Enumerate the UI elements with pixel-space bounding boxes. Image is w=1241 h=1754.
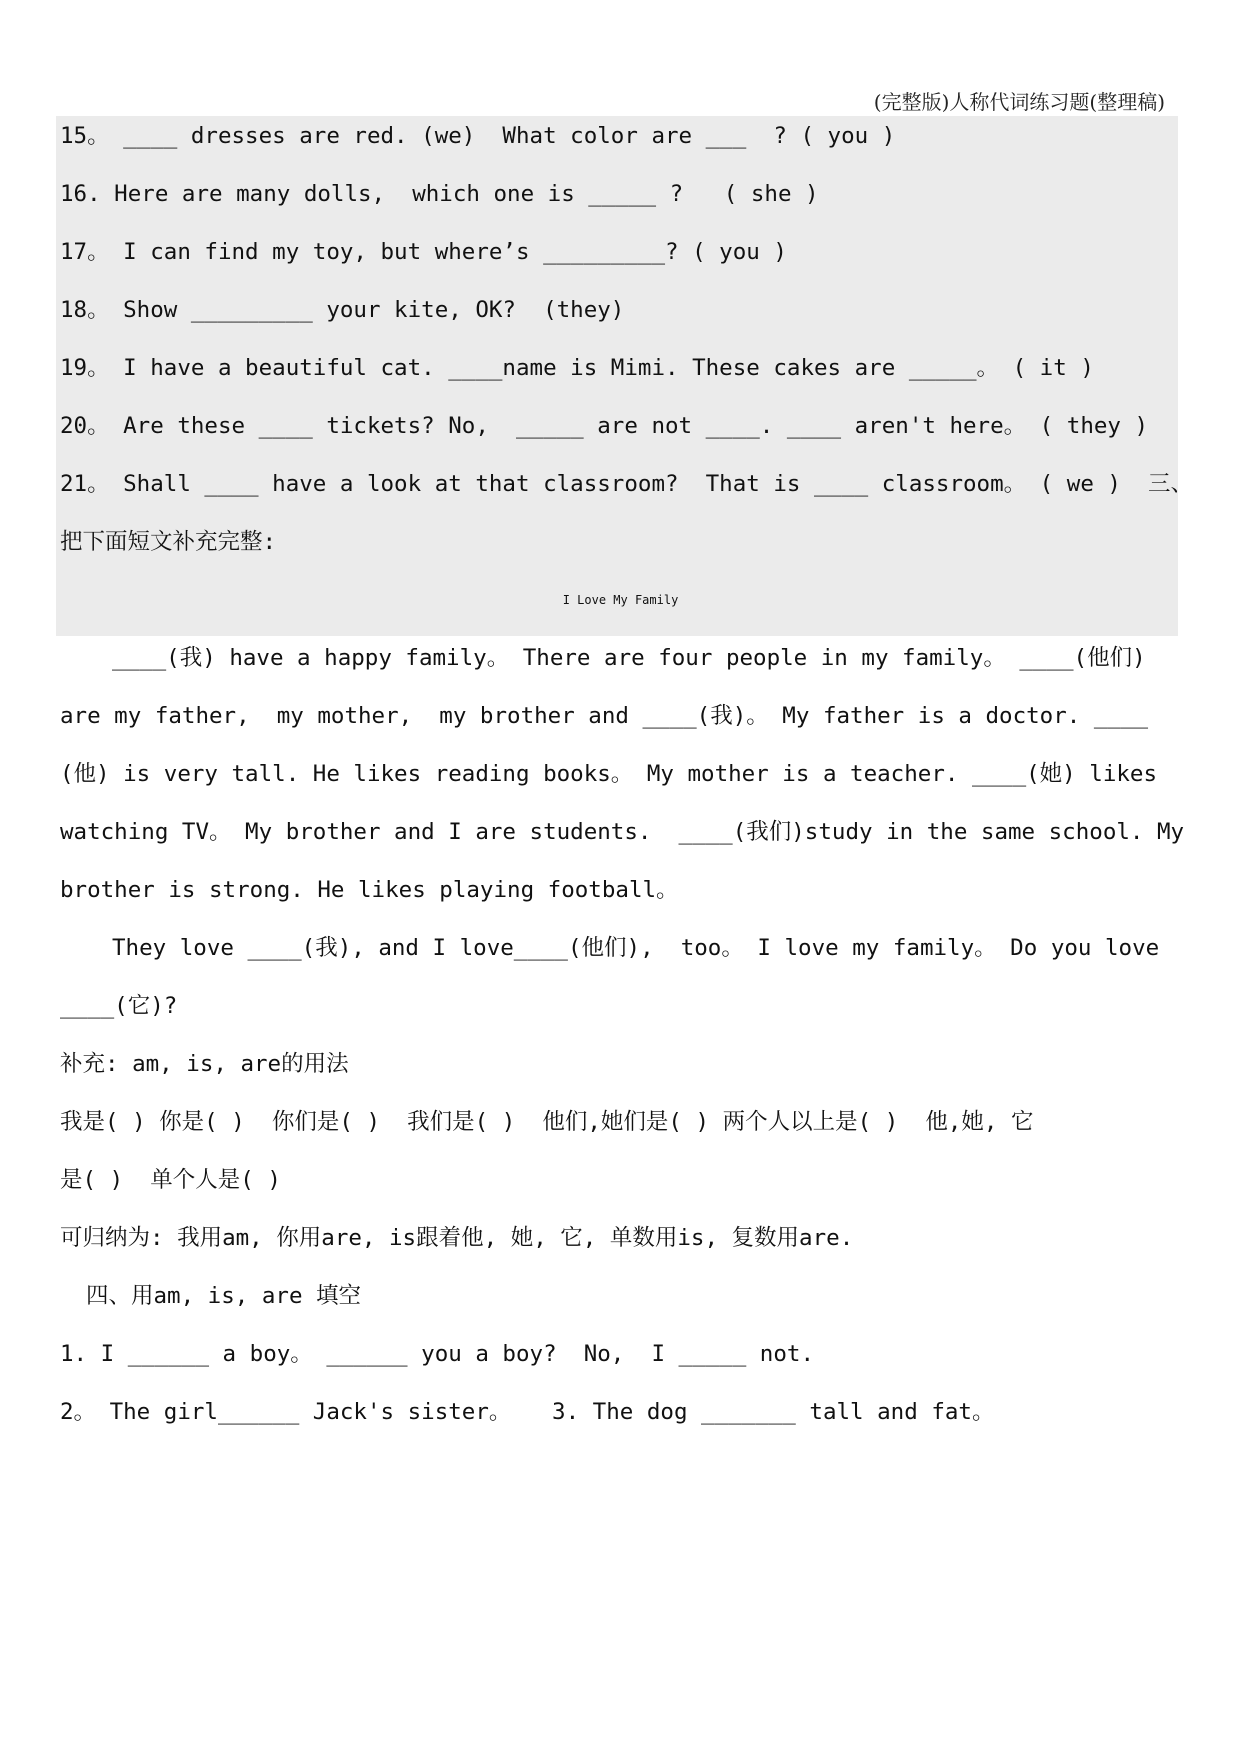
supplement-summary: 可归纳为: 我用am, 你用are, is跟着他, 她, 它, 单数用is, 复数用are. (60, 1225, 854, 1251)
passage-line: are my father, my mother, my brother and ____(我)。 My father is a doctor. ____ (60, 703, 1149, 729)
exercise-15: 15。 ____ dresses are red. (we) What color are ___ ? ( you ) (60, 123, 896, 149)
passage-line: ____(它)? (60, 993, 178, 1019)
exercise-19: 19。 I have a beautiful cat. ____name is Mimi. These cakes are _____。 ( it ) (60, 355, 1094, 381)
supplement-line: 是( ) 单个人是( ) (60, 1167, 281, 1193)
section-4-heading: 四、用am, is, are 填空 (86, 1283, 362, 1309)
section-4-question-2: 2。 The girl______ Jack's sister。 3. The dog _______ tall and fat。 (60, 1399, 995, 1425)
passage-line: They love ____(我), and I love____(他们), too。 I love my family。 Do you love (112, 935, 1160, 961)
passage-line: (他) is very tall. He likes reading books。 My mother is a teacher. ____(她) likes (60, 761, 1158, 787)
exercise-18: 18。 Show _________ your kite, OK? (they) (60, 297, 625, 323)
section-4-question-1: 1. I ______ a boy。 ______ you a boy? No, I _____ not. (60, 1341, 814, 1367)
passage-line: watching TV。 My brother and I are students. ____(我们)study in the same school. My (60, 819, 1185, 845)
document-header: (完整版)人称代词练习题(整理稿) (873, 90, 1165, 114)
exercise-17: 17。 I can find my toy, but where’s _________? ( you ) (60, 239, 787, 265)
passage-title: I Love My Family (562, 593, 679, 607)
exercise-20: 20。 Are these ____ tickets? No, _____ are not ____. ____ aren't here。 ( they ) (60, 413, 1149, 439)
passage-line: brother is strong. He likes playing football。 (60, 877, 679, 903)
passage-line: ____(我) have a happy family。 There are four people in my family。 ____(他们) (112, 645, 1146, 671)
section-3-heading: 把下面短文补充完整: (60, 529, 277, 555)
supplement-line: 我是( ) 你是( ) 你们是( ) 我们是( ) 他们,她们是( ) 两个人以上是( ) 他,她, 它 (60, 1109, 1034, 1135)
supplement-heading: 补充: am, is, are的用法 (60, 1051, 349, 1077)
exercise-21: 21。 Shall ____ have a look at that classroom? That is ____ classroom。 ( we ) 三、 (60, 471, 1194, 497)
exercise-16: 16. Here are many dolls, which one is _____ ? ( she ) (60, 181, 819, 207)
